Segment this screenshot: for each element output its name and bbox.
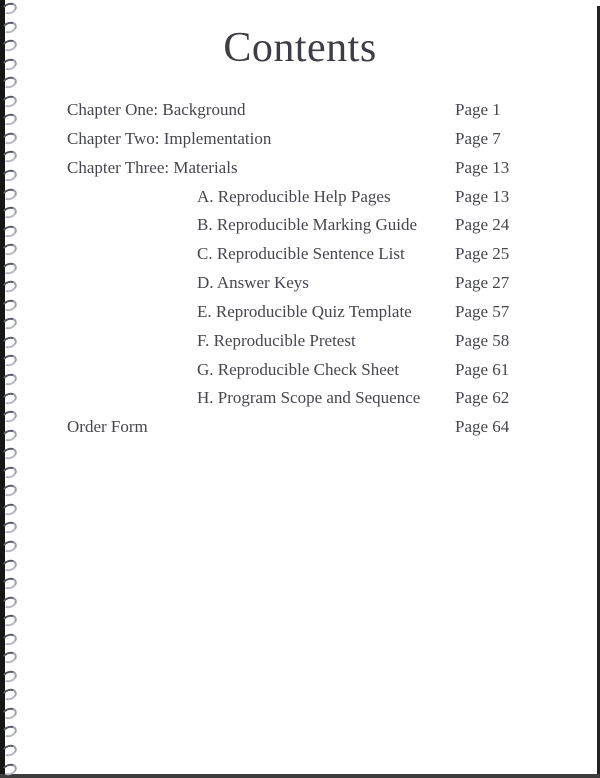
toc-entry-label: A. Reproducible Help Pages — [197, 186, 391, 206]
spiral-coil-icon — [1, 502, 19, 517]
spiral-coil-icon — [1, 94, 19, 109]
spiral-coil-icon — [1, 428, 19, 443]
spiral-coil-icon — [1, 539, 19, 554]
toc-entry — [0, 154, 600, 183]
toc-entry-label: B. Reproducible Marking Guide — [197, 215, 418, 235]
toc-entry-page: Page 13 — [455, 157, 510, 177]
toc-entry-page: Page 25 — [455, 244, 510, 264]
spiral-coil-icon — [1, 261, 19, 276]
toc-entry-page: Page 1 — [455, 100, 501, 119]
toc-entry — [0, 384, 600, 413]
spiral-coil-icon — [1, 186, 19, 201]
spiral-coil-icon — [1, 1, 19, 16]
toc-entry — [0, 96, 600, 125]
spiral-coil-icon — [1, 316, 19, 331]
toc-entry-page: Page 61 — [455, 359, 510, 379]
spiral-coil-icon — [1, 372, 19, 387]
table-of-contents — [0, 96, 600, 442]
spiral-coil-icon — [1, 743, 19, 758]
spiral-coil-icon — [1, 335, 19, 350]
toc-entry-label: F. Reproducible Pretest — [197, 330, 356, 350]
toc-entry — [0, 327, 600, 356]
toc-entry — [0, 183, 600, 212]
spiral-coil-icon — [1, 224, 19, 239]
toc-entry-page: Page 24 — [455, 215, 510, 235]
spiral-coil-icon — [1, 279, 19, 294]
scan-border-bottom — [0, 774, 600, 778]
spiral-coil-icon — [1, 131, 19, 146]
spiral-coil-icon — [1, 576, 19, 591]
spiral-coil-icon — [1, 761, 19, 776]
toc-entry-label: C. Reproducible Sentence List — [197, 244, 405, 264]
toc-entry — [0, 125, 600, 154]
spiral-coil-icon — [1, 298, 19, 313]
toc-entry — [0, 298, 600, 327]
spiral-coil-icon — [1, 75, 19, 90]
toc-entry-label: Chapter Three: Materials — [67, 157, 238, 177]
spiral-coil-icon — [1, 706, 19, 721]
toc-entry-page: Page 58 — [455, 330, 510, 350]
spiral-coil-icon — [1, 168, 19, 183]
spiral-coil-icon — [1, 687, 19, 702]
spiral-coil-icon — [1, 650, 19, 665]
toc-entry-label: E. Reproducible Quiz Template — [197, 301, 412, 321]
toc-entry-label: Order Form — [67, 417, 148, 437]
spiral-coil-icon — [1, 483, 19, 498]
toc-entry — [0, 240, 600, 269]
spiral-coil-icon — [1, 465, 19, 480]
toc-entry-label: Chapter Two: Implementation — [67, 128, 272, 148]
spiral-binding — [0, 0, 24, 778]
spiral-coil-icon — [1, 57, 19, 72]
spiral-coil-icon — [1, 149, 19, 164]
toc-entry-label: G. Reproducible Check Sheet — [197, 359, 400, 379]
toc-entry — [0, 269, 600, 298]
spiral-coil-icon — [1, 557, 19, 572]
toc-entry — [0, 356, 600, 385]
toc-entry — [0, 413, 600, 442]
toc-entry-page: Page 57 — [455, 301, 510, 321]
spiral-coil-icon — [1, 613, 19, 628]
spiral-coil-icon — [1, 242, 19, 257]
toc-entry-label: H. Program Scope and Sequence — [197, 388, 421, 408]
spiral-coil-icon — [1, 520, 19, 535]
spiral-coil-icon — [1, 595, 19, 610]
spiral-coil-icon — [1, 409, 19, 424]
toc-entry-page: Page 27 — [455, 273, 510, 293]
toc-entry-page: Page 13 — [455, 186, 510, 206]
spiral-coil-icon — [1, 724, 19, 739]
spiral-coil-icon — [1, 446, 19, 461]
page-title: Contents — [223, 25, 377, 71]
spiral-coil-icon — [1, 19, 19, 34]
spiral-coil-icon — [1, 205, 19, 220]
spiral-coil-icon — [1, 632, 19, 647]
spiral-coil-icon — [1, 353, 19, 368]
toc-entry — [0, 211, 600, 240]
toc-entry-page: Page 64 — [455, 417, 510, 437]
spiral-coil-icon — [1, 112, 19, 127]
spiral-coil-icon — [1, 669, 19, 684]
toc-entry-page: Page 62 — [455, 388, 510, 408]
spiral-coil-icon — [1, 38, 19, 53]
toc-entry-label: Chapter One: Background — [67, 100, 246, 119]
toc-entry-label: D. Answer Keys — [197, 273, 309, 293]
toc-entry-page: Page 7 — [455, 128, 501, 148]
spiral-coil-icon — [1, 390, 19, 405]
